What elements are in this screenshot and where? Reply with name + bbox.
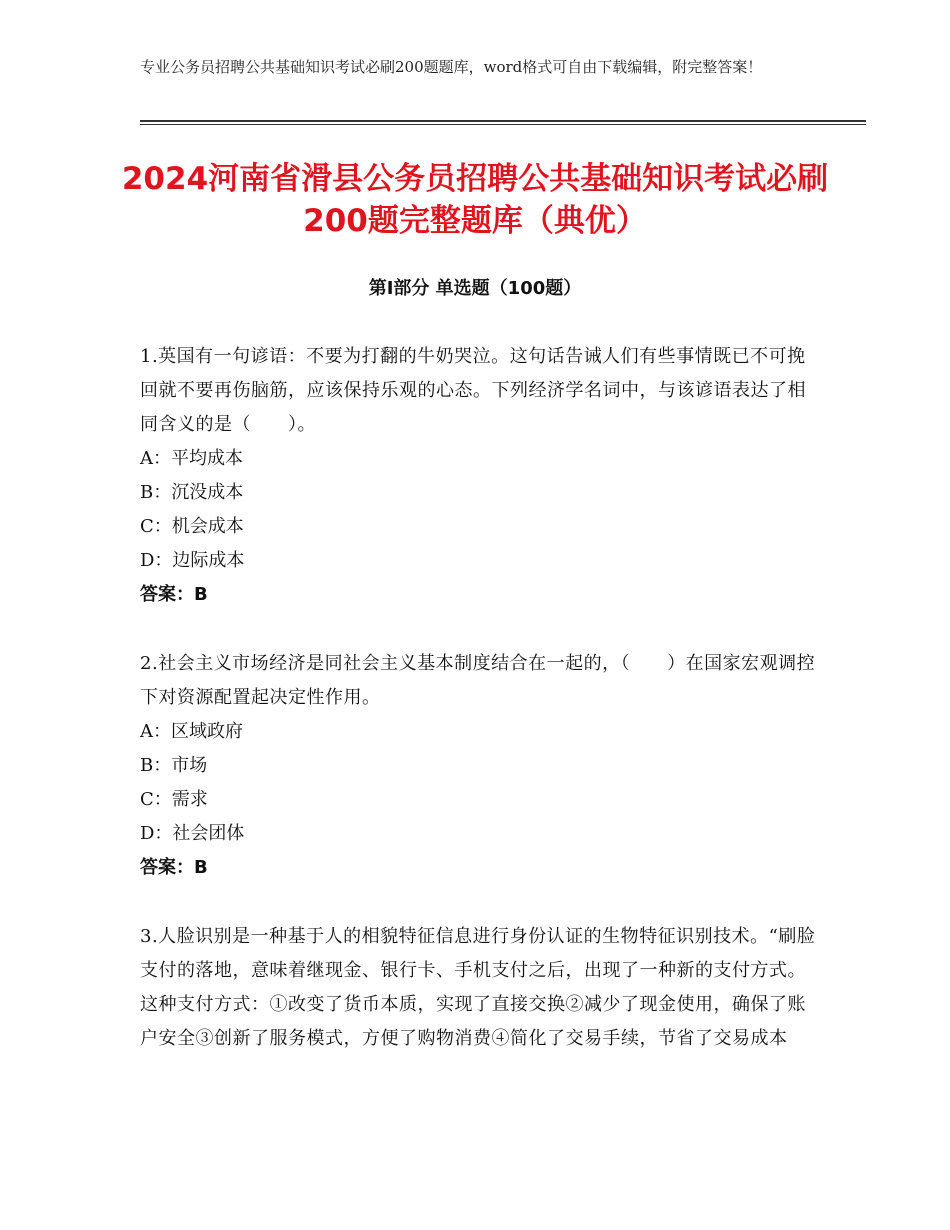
option-b: B：市场 xyxy=(140,755,208,776)
header-divider-thin xyxy=(140,124,866,125)
question-stem: 1.英国有一句谚语：不要为打翻的牛奶哭泣。这句话告诫人们有些事情既已不可挽回就不要再伤脑筋，应该保持乐观的心态。下列经济学名词中，与该谚语表达了相同含义的是（ ）。 xyxy=(140,346,806,435)
section-heading: 第Ⅰ部分 单选题（100题） xyxy=(368,278,582,299)
option-a: A：区域政府 xyxy=(140,721,243,742)
header-divider xyxy=(140,120,866,122)
option-a: A：平均成本 xyxy=(140,448,243,469)
question-3 xyxy=(140,920,820,1056)
option-b: B：沉没成本 xyxy=(140,482,244,503)
option-c: C：需求 xyxy=(140,789,208,810)
question-2 xyxy=(140,647,820,885)
header-note: 专业公务员招聘公共基础知识考试必刷200题题库，word格式可自由下载编辑，附完整答案！ xyxy=(140,58,763,76)
option-d: D：边际成本 xyxy=(140,550,245,571)
question-1 xyxy=(140,340,820,612)
answer: 答案：B xyxy=(140,584,208,605)
document-title: 2024河南省滑县公务员招聘公共基础知识考试必刷200题完整题库（典优） xyxy=(121,161,829,239)
answer: 答案：B xyxy=(140,857,208,878)
option-c: C：机会成本 xyxy=(140,516,244,537)
option-d: D：社会团体 xyxy=(140,823,245,844)
question-stem: 3.人脸识别是一种基于人的相貌特征信息进行身份认证的生物特征识别技术。“刷脸支付的落地，意味着继现金、银行卡、手机支付之后，出现了一种新的支付方式。这种支付方式：①改变了货币本质，实现了直接交换②减少了现金使用，确保了账户安全③创新了服务模式，方便了购物消费④简化了交易手续，节省了交易成本 xyxy=(140,926,816,1049)
question-stem: 2.社会主义市场经济是同社会主义基本制度结合在一起的，（ ）在国家宏观调控下对资源配置起决定性作用。 xyxy=(140,653,816,708)
